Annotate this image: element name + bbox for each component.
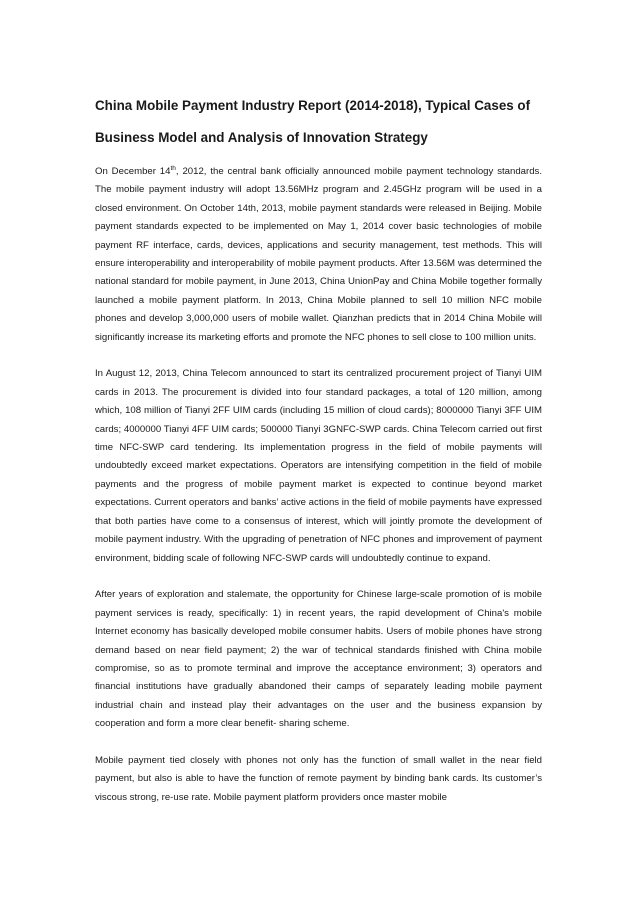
paragraph-4: Mobile payment tied closely with phones not only has the function of small wallet in the near field payment, but also is able to have the function of remote payment by binding bank cards. Its customer’s viscous strong, re-use rate. Mobile payment platform providers once master mobile (95, 754, 542, 803)
document-title: China Mobile Payment Industry Report (2014-2018), Typical Cases of Business Model and Analysis of Innovation Strategy (95, 98, 531, 145)
paragraph-2: In August 12, 2013, China Telecom announced to start its centralized procurement project of Tianyi UIM cards in 2013. The procurement is divided into four standard packages, a total of 120 million, among which, 108 million of Tianyi 2FF UIM cards (including 15 million of cloud cards); 8000000 Tianyi 3FF UIM cards; 4000000 Tianyi 4FF UIM cards; 500000 Tianyi 3GNFC-SWP cards. China Telecom carried out first time NFC-SWP card tendering. Its implementation progress in the field of mobile payments will undoubtedly exceed market expectations. Operators are intensifying competition in the field of mobile payments and the progress of mobile payment market is expected to continue beyond market expectations. Current operators and banks’ active actions in the field of mobile payments have expressed that both parties have come to a consensus of interest, which will jointly promote the development of mobile payment industry. With the upgrading of penetration of NFC phones and improvement of payment environment, bidding scale of following NFC-SWP cards will undoubtedly continue to expand. (95, 368, 542, 564)
paragraph-1 (95, 163, 542, 347)
paragraph-1-lead: On December 14 (95, 166, 171, 177)
paragraph-1-body: , 2012, the central bank officially announced mobile payment technology standards. The mobile payment industry will adopt 13.56MHz program and 2.45GHz program will be used in a closed environment. On October 14th, 2013, mobile payment standards were released in Beijing. Mobile payment standards expected to be implemented on May 1, 2014 cover basic technologies of mobile payment RF interface, cards, devices, applications and security management, test methods. This will ensure interoperability and interoperability of mobile payment products. After 13.56M was determined the national standard for mobile payment, in June 2013, China UnionPay and China Mobile together formally launched a mobile payment platform. In 2013, China Mobile planned to sell 10 million NFC mobile phones and develop 3,000,000 users of mobile wallet. Qianzhan predicts that in 2014 China Mobile will significantly increase its marketing efforts and promote the NFC phones to sell close to 100 million units. (95, 166, 542, 343)
paragraph-3: After years of exploration and stalemate, the opportunity for Chinese large-scale promotion of is mobile payment services is ready, specifically: 1) in recent years, the rapid development of China's mobile Internet economy has basically developed mobile consumer habits. Users of mobile phones have strong demand based on near field payment; 2) the war of technical standards finished with China mobile compromise, so as to promote terminal and improve the acceptance environment; 3) operators and financial institutions have gradually abandoned their camps of separately leading mobile payment industrial chain and instead play their advantages on the user and the business expansion by cooperation and form a more clear benefit- sharing scheme. (95, 589, 542, 730)
ordinal-superscript: th (170, 165, 176, 172)
document-page (95, 90, 542, 807)
